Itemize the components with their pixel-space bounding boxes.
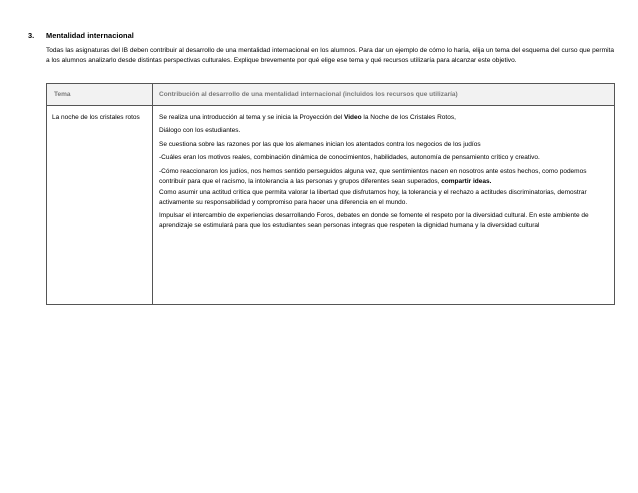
content-paragraph-6: Como asumir una actitud crítica que permita valorar la libertad que disfrutamos hoy, la tolerancia y el rechazo a actitudes discriminatorias, demostrar activamente su responsabilidad y compromiso para hacer una diferencia en el mundo. <box>159 189 587 206</box>
p1-bold-video: Video <box>344 113 362 121</box>
intro-paragraph: Todas las asignaturas del IB deben contribuir al desarrollo de una mentalidad internacional en los alumnos. Para dar un ejemplo de cómo lo haría, elija un tema del esquema del curso que permita a los alumnos analizarlo desde distintas perspectivas culturales. Explique brevemente por qué elige ese tema y qué recursos utilizaría para alcanzar este objetivo. <box>46 47 614 64</box>
header-tema: Tema <box>47 84 153 106</box>
p1-text-after: la Noche de los Cristales Rotos, <box>361 113 456 121</box>
p1-text-before: Se realiza una introducción al tema y se inicia la Proyección del <box>159 113 344 121</box>
content-paragraph-7: Impulsar el intercambio de experiencias desarrollando Foros, debates en donde se fomente el respeto por la diversidad cultural. En este ambiente de aprendizaje se estimulará para que los estudiantes sean personas integras que respeten la dignidad humana y la diversidad cultural <box>159 212 589 229</box>
header-contribucion: Contribución al desarrollo de una mentalidad internacional (incluidos los recursos que utilizaría) <box>153 84 615 106</box>
content-paragraph-2: Diálogo con los estudiantes. <box>159 127 241 135</box>
section-number: 3. <box>28 31 35 40</box>
content-paragraph-4: -Cuáles eran los motivos reales, combinación dinámica de conocimientos, habilidades, autonomía de pensamiento crítico y creativo. <box>159 154 540 162</box>
section-heading <box>28 31 134 40</box>
content-paragraph-3: Se cuestiona sobre las razones por las que los alemanes inician los atentados contra los negocios de los judíos <box>159 140 481 148</box>
table-row <box>47 105 615 304</box>
cell-tema: La noche de los cristales rotos <box>47 105 153 304</box>
content-paragraph-1 <box>159 113 609 123</box>
table-header-row <box>47 84 615 106</box>
cell-contribucion <box>153 105 615 304</box>
content-paragraph-5 <box>159 167 609 186</box>
section-title: Mentalidad internacional <box>46 31 134 40</box>
p5-text-before: -Cómo reaccionaron los judíos, nos hemos sentido perseguidos alguna vez, que sentimientos nacen en nosotros ante estos hechos, como podemos contribuir para que el racismo, la intolerancia a las personas y grupos diferentes sean superados, <box>159 167 587 185</box>
course-table <box>46 83 615 305</box>
p5-bold-compartir: compartir ideas. <box>441 177 492 185</box>
